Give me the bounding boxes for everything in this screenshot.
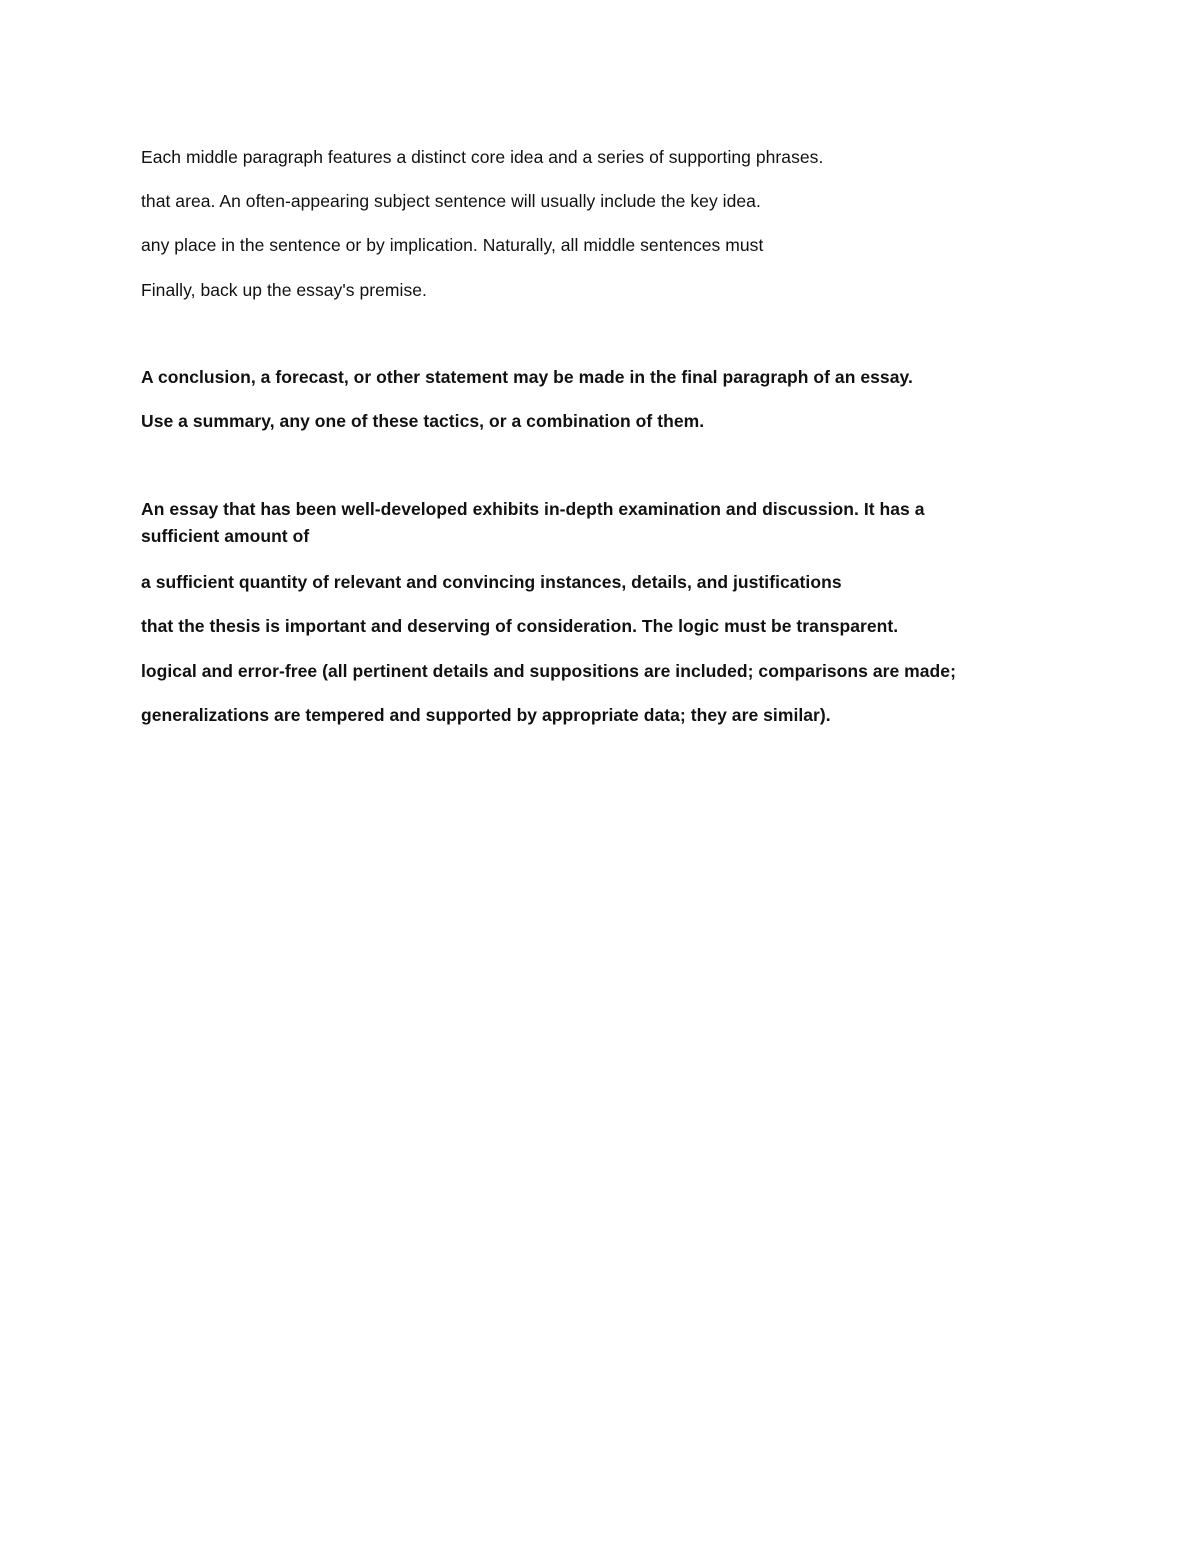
paragraph-1-line-2: that area. An often-appearing subject sentence will usually include the key idea. <box>141 191 761 211</box>
paragraph-3-line-4: logical and error-free (all pertinent details and suppositions are included; comparisons are made; <box>141 661 956 681</box>
paragraph-1-line-3: any place in the sentence or by implication. Naturally, all middle sentences must <box>141 235 764 255</box>
paragraph-3-line-2: a sufficient quantity of relevant and convincing instances, details, and justifications <box>141 572 842 592</box>
paragraph-1-line-4: Finally, back up the essay's premise. <box>141 280 427 300</box>
paragraph-2-line-2: Use a summary, any one of these tactics, or a combination of them. <box>141 411 705 431</box>
paragraph-3-line-5: generalizations are tempered and supported by appropriate data; they are similar). <box>141 705 831 725</box>
paragraph-3-line-1: An essay that has been well-developed exhibits in-depth examination and discussion. It has a sufficient amount of <box>141 499 925 546</box>
paragraph-1-line-1: Each middle paragraph features a distinct core idea and a series of supporting phrases. <box>141 147 824 167</box>
paragraph-3-line-3: that the thesis is important and deserving of consideration. The logic must be transparent. <box>141 616 899 636</box>
paragraph-2-line-1: A conclusion, a forecast, or other statement may be made in the final paragraph of an essay. <box>141 367 913 387</box>
